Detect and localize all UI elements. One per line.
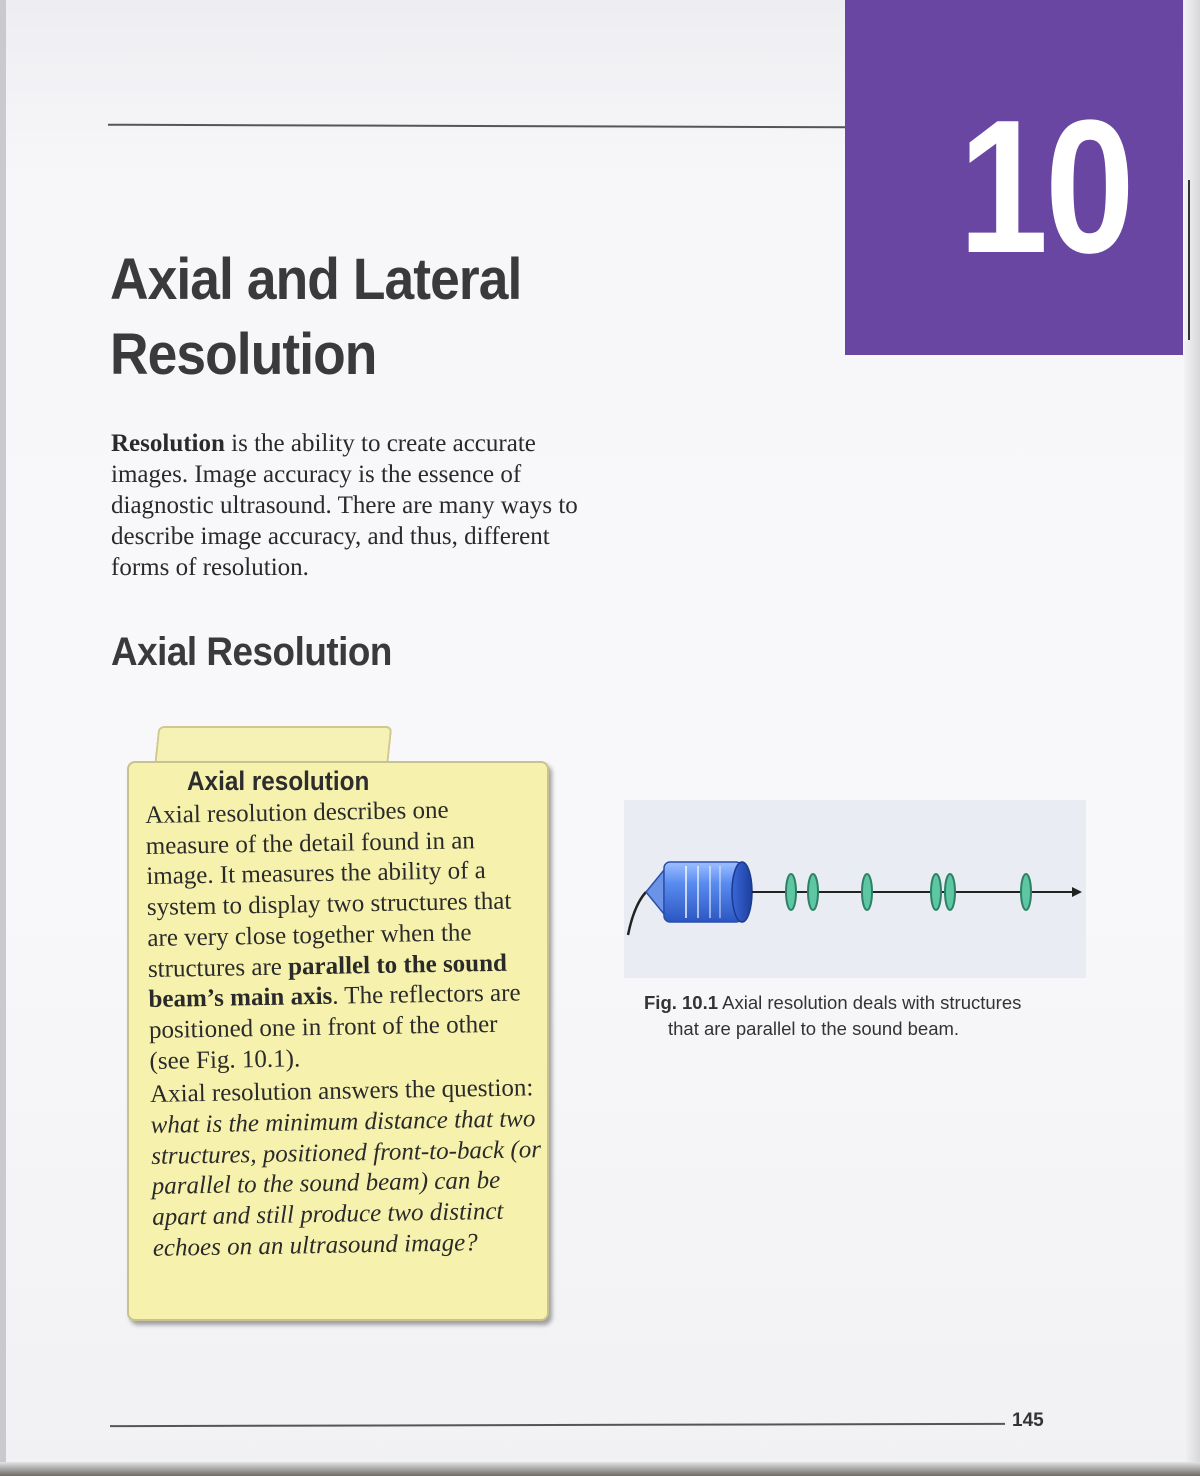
page-gutter-shadow: [0, 0, 6, 1476]
header-rule: [108, 124, 848, 129]
note-p2-italic: what is the minimum distance that two structures, positioned front-to-back (or parallel to the sound beam) can be apart and still produce two distinct echoes on an ultrasound image?: [150, 1105, 542, 1262]
reflector-single-1: [862, 874, 872, 910]
note-paragraph-1: [145, 794, 542, 1077]
chapter-tab: [845, 0, 1183, 355]
transducer-icon: [628, 862, 752, 935]
section-heading: Axial Resolution: [111, 630, 392, 674]
note-p1-bold: parallel to the sound beam’s main axis: [148, 949, 508, 1014]
page-bottom-shadow: [0, 1462, 1200, 1476]
caption-line2: that are parallel to the sound beam.: [668, 1018, 960, 1039]
reflector-single-2: [1021, 874, 1031, 910]
note-p1-text-b: . The reflectors are positioned one in front of the other (see Fig. 10.1).: [148, 979, 521, 1075]
definition-note: [127, 761, 549, 1321]
intro-paragraph: [111, 428, 591, 583]
axial-resolution-illustration: [624, 800, 1086, 978]
note-p1-text-a: Axial resolution describes one measure of the detail found in an image. It measures the ability of a system to display two structures that are very close together when the structures are: [145, 796, 512, 983]
intro-term: Resolution: [111, 430, 225, 457]
sound-beam-axis: [752, 887, 1082, 897]
caption-line1: Axial resolution deals with structures: [718, 992, 1022, 1013]
chapter-title: [110, 242, 588, 392]
note-p2-text-a: Axial resolution answers the question:: [149, 1074, 534, 1109]
figure-caption: [644, 990, 1074, 1042]
page-edge-line: [1188, 180, 1190, 340]
note-paragraph-2: [150, 1073, 545, 1264]
page-edge: [1184, 0, 1200, 1476]
note-heading: Axial resolution: [187, 766, 370, 796]
figure-10-1: [624, 800, 1086, 978]
chapter-title-line1: Axial and Lateral: [110, 247, 522, 312]
footer-rule: [110, 1423, 1005, 1427]
note-body: [145, 794, 545, 1264]
intro-text: is the ability to create accurate images. Image accuracy is the essence of diagnostic ultrasound. There are many ways to describe image accuracy, and thus, different forms of resolution.: [111, 430, 578, 581]
page-number: 145: [1012, 1410, 1044, 1431]
chapter-title-line2: Resolution: [110, 322, 377, 387]
chapter-number: 10: [958, 81, 1131, 293]
figure-label: Fig. 10.1: [644, 992, 719, 1013]
